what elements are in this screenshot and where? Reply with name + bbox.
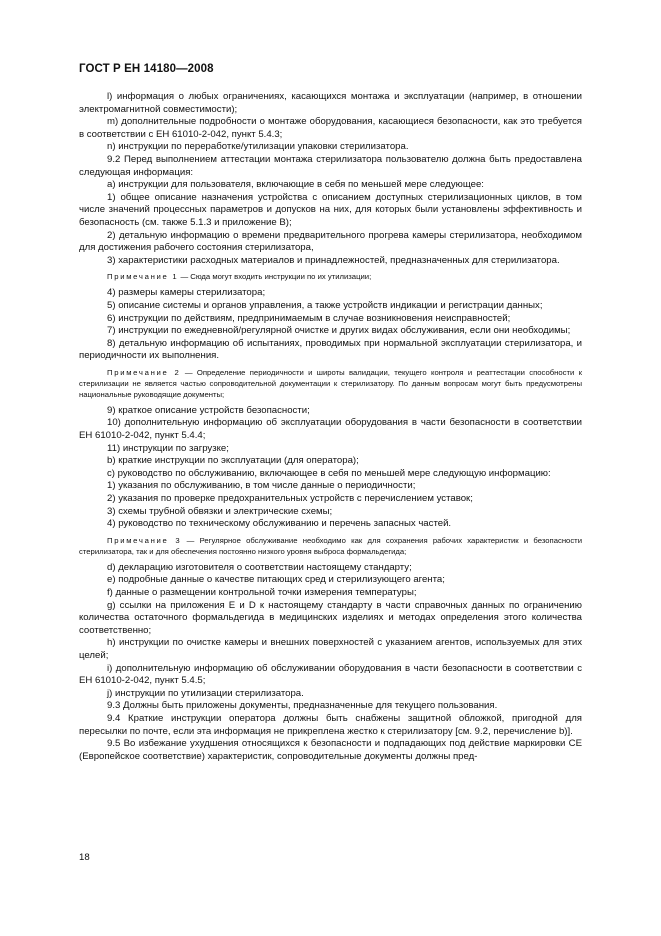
note-label: Примечание 1 bbox=[107, 272, 179, 282]
body-paragraph: 2) детальную информацию о времени предварительного прогрева камеры стерилизатора, необходимом для достижения рабочего состояния стерилизатора, bbox=[79, 229, 582, 254]
body-paragraph: d) декларацию изготовителя о соответствии настоящему стандарту; bbox=[107, 561, 412, 573]
body-paragraph: l) информация о любых ограничениях, касающихся монтажа и эксплуатации (например, в отношении электромагнитной совместимости); bbox=[79, 91, 582, 115]
body-paragraph: 9.2 Перед выполнением аттестации монтажа стерилизатора пользователю должна быть предоставлена следующая информация: bbox=[79, 153, 582, 178]
note-paragraph bbox=[79, 271, 582, 282]
body-paragraph: е) подробные данные о качестве питающих сред и стерилизующего агента; bbox=[107, 574, 445, 586]
body-paragraph: 10) дополнительную информацию об эксплуатации оборудования в части безопасности в соответствии ЕН 61010-2-042, пункт 5.4.4; bbox=[79, 417, 582, 442]
body-paragraph: 4) размеры камеры стерилизатора; bbox=[107, 287, 266, 299]
body-paragraph: 4) руководство по техническому обслуживанию и перечень запасных частей. bbox=[107, 518, 452, 530]
body-paragraph: j) инструкции по утилизации стерилизатора. bbox=[107, 687, 304, 699]
note-text: — Определение периодичности и широты валидации, текущего контроля и реаттестации способности к стерилизации не является частью сопроводительной документации к стерилизатору. По данным вопросам могут быть предусмотрены национальные руководящие документы; bbox=[79, 367, 582, 399]
body-paragraph: n) инструкции по переработке/утилизации упаковки стерилизатора. bbox=[107, 141, 409, 153]
body-paragraph: m) дополнительные подробности о монтаже оборудования, касающиеся безопасности, как это требуется в соответствии с ЕН 61010-2-042, пункт 5.4.3; bbox=[79, 116, 582, 140]
body-paragraph: 1) общее описание назначения устройства с описанием доступных стерилизационных циклов, в том числе значений процессных параметров и допусков на них, для которых были установлены эффективность и безопасность (см. также 5.1.3 и приложение В); bbox=[79, 191, 582, 228]
body-paragraph: 2) указания по проверке предохранительных устройств с перечислением уставок; bbox=[107, 493, 473, 505]
body-paragraph: 8) детальную информацию об испытаниях, проводимых при нормальной эксплуатации стерилизатора, и периодичности их выполнения. bbox=[79, 337, 582, 362]
body-paragraph: 3) характеристики расходных материалов и принадлежностей, предназначенных для стерилизатора. bbox=[107, 254, 560, 266]
note-text: — Регулярное обслуживание необходимо как для сохранения рабочих характеристик и безопасности стерилизатора, так и для обеспечения постоянно низкого уровня выброса формальдегида; bbox=[79, 535, 582, 556]
body-paragraph: 5) описание системы и органов управления, а также устройств индикации и регистрации данных; bbox=[107, 299, 543, 311]
body-paragraph: 9.5 Во избежание ухудшения относящихся к безопасности и подпадающих под действие маркировки СЕ (Европейское соответствие) характеристик, сопроводительные документы должны пред- bbox=[79, 738, 582, 762]
body-paragraph: 7) инструкции по ежедневной/регулярной очистке и других видах обслуживания, если они необходимы; bbox=[107, 325, 571, 337]
body-paragraph: f) данные о размещении контрольной точки измерения температуры; bbox=[107, 587, 417, 598]
body-paragraph: а) инструкции для пользователя, включающие в себя по меньшей мере следующее: bbox=[107, 179, 484, 191]
note-paragraph bbox=[79, 535, 582, 557]
body-paragraph: i) дополнительную информацию об обслуживании оборудования в части безопасности в соответствии с ЕН 61010-2-042, пункт 5.4.5; bbox=[79, 662, 582, 687]
body-paragraph: 11) инструкции по загрузке; bbox=[107, 442, 229, 454]
document-header: ГОСТ Р ЕН 14180—2008 bbox=[79, 63, 214, 75]
page-body bbox=[79, 91, 582, 763]
body-paragraph: 6) инструкции по действиям, предпринимаемым в случае возникновения неисправностей; bbox=[107, 312, 511, 324]
body-paragraph: h) инструкции по очистке камеры и внешних поверхностей с указанием агентов, используемых для этих целей; bbox=[79, 637, 582, 661]
body-paragraph: 9.4 Краткие инструкции оператора должны быть снабжены защитной обложкой, пригодной для пересылки по почте, если эта информация не прикреплена жестко к стерилизатору [см. 9.2, перечисление b)]. bbox=[79, 712, 582, 737]
note-paragraph bbox=[79, 367, 582, 400]
body-paragraph: с) руководство по обслуживанию, включающее в себя по меньшей мере следующую информацию: bbox=[107, 467, 551, 479]
body-paragraph: b) краткие инструкции по эксплуатации (для оператора); bbox=[107, 455, 359, 467]
body-paragraph: 1) указания по обслуживанию, в том числе данные о периодичности; bbox=[107, 480, 416, 492]
note-text: — Сюда могут входить инструкции по их утилизации; bbox=[178, 272, 372, 282]
note-label: Примечание 3 bbox=[107, 535, 182, 545]
body-paragraph: 9.3 Должны быть приложены документы, предназначенные для текущего пользования. bbox=[107, 700, 498, 712]
body-paragraph: 3) схемы трубной обвязки и электрические схемы; bbox=[107, 505, 333, 517]
note-label: Примечание 2 bbox=[107, 367, 181, 377]
body-paragraph: g) ссылки на приложения Е и D к настоящему стандарту в части справочных данных по ограничению количества остаточного формальдегида в медицинских изделиях и методах определения этого количества соответственно; bbox=[79, 599, 582, 636]
page-number: 18 bbox=[79, 852, 90, 863]
body-paragraph: 9) краткое описание устройств безопасности; bbox=[107, 404, 310, 416]
